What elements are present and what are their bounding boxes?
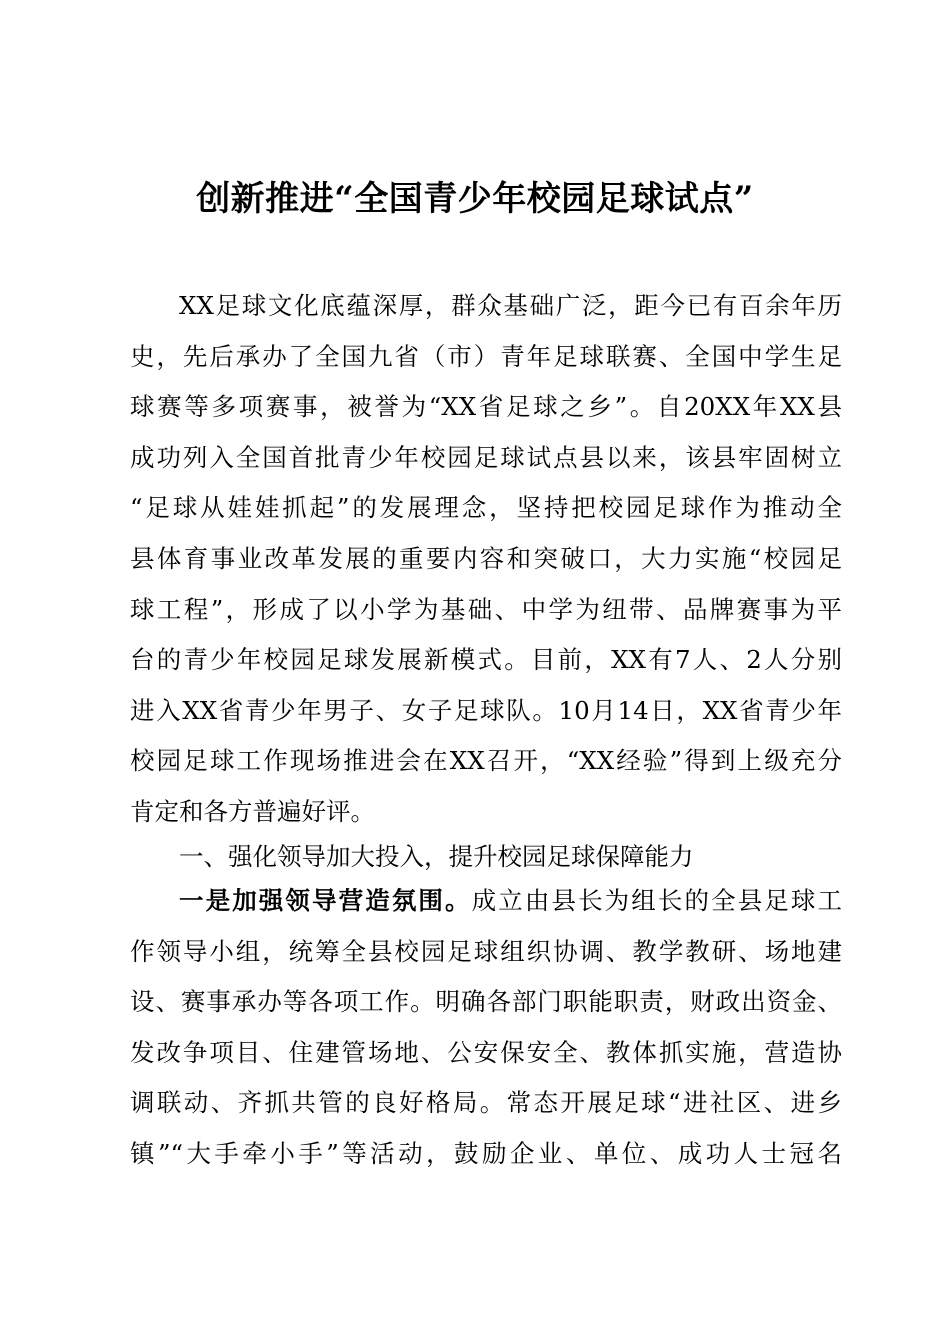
paragraph-line: 台的青少年校园足球发展新模式。目前，XX有7人、2人分别 <box>130 645 842 675</box>
paragraph-line: 进入XX省青少年男子、女子足球队。10月14日，XX省青少年 <box>130 695 842 725</box>
document-title: 创新推进“全国青少年校园足球试点” <box>196 179 754 219</box>
paragraph-line-rest: 成立由县长为组长的全县足球工 <box>471 886 843 915</box>
paragraph-line: “足球从娃娃抓起”的发展理念，坚持把校园足球作为推动全 <box>130 493 842 523</box>
paragraph-line: 史，先后承办了全国九省（市）青年足球联赛、全国中学生足 <box>130 341 842 371</box>
paragraph-line: 调联动、齐抓共管的良好格局。常态开展足球“进社区、进乡 <box>130 1088 842 1118</box>
paragraph-line: 县体育事业改革发展的重要内容和突破口，大力实施“校园足 <box>130 543 842 573</box>
section-heading: 一、强化领导加大投入，提升校园足球保障能力 <box>179 842 694 871</box>
paragraph-lead: 一是加强领导营造氛围。 <box>179 886 472 915</box>
paragraph-line: 球赛等多项赛事，被誉为“XX省足球之乡”。自20XX年XX县 <box>130 392 842 422</box>
paragraph-line: 校园足球工作现场推进会在XX召开，“XX经验”得到上级充分 <box>130 746 842 776</box>
paragraph-line: 球工程”，形成了以小学为基础、中学为纽带、品牌赛事为平 <box>130 594 842 624</box>
paragraph-line: 成功列入全国首批青少年校园足球试点县以来，该县牢固树立 <box>130 442 842 472</box>
paragraph-line: 设、赛事承办等各项工作。明确各部门职能职责，财政出资金、 <box>130 987 842 1017</box>
paragraph-line: 肯定和各方普遍好评。 <box>130 796 375 826</box>
paragraph-line: 作领导小组，统筹全县校园足球组织协调、教学教研、场地建 <box>130 936 842 966</box>
paragraph-line <box>130 876 842 927</box>
paragraph-line: 发改争项目、住建管场地、公安保安全、教体抓实施，营造协 <box>130 1037 842 1067</box>
paragraph-line: XX足球文化底蕴深厚，群众基础广泛，距今已有百余年历 <box>179 291 842 320</box>
paragraph-line: 镇”“大手牵小手”等活动，鼓励企业、单位、成功人士冠名 <box>130 1138 842 1168</box>
intro-paragraph <box>130 281 842 838</box>
section1-paragraph <box>130 876 842 1180</box>
